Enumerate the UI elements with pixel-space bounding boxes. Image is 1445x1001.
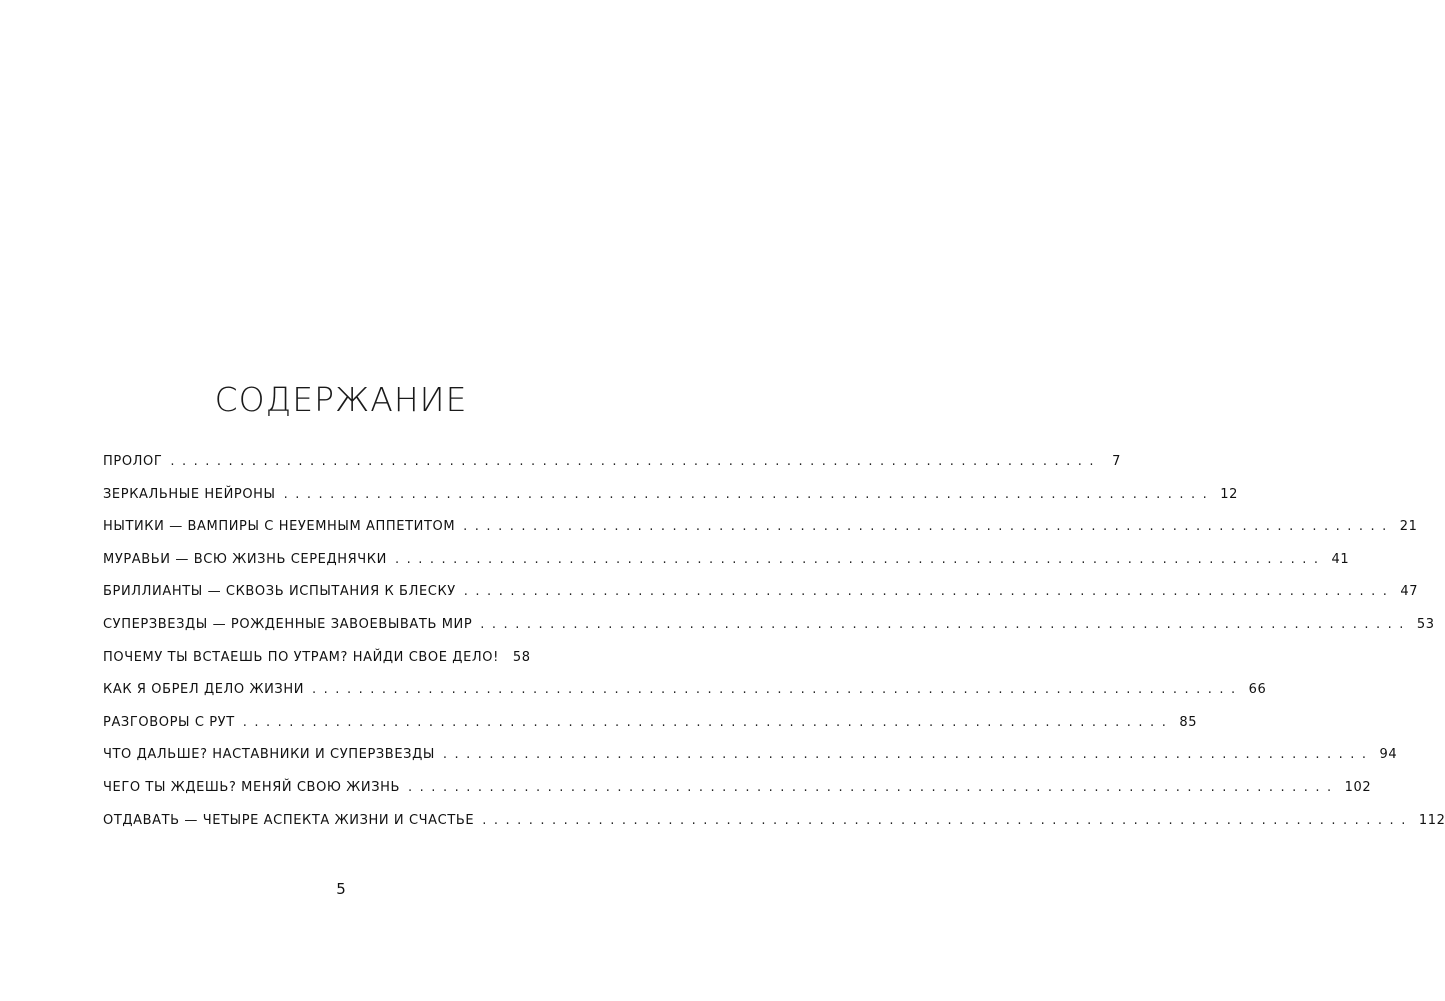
toc-entry-title: БРИЛЛИАНТЫ — СКВОЗЬ ИСПЫТАНИЯ К БЛЕСКУ: [103, 584, 456, 600]
toc-list: [103, 454, 1445, 845]
toc-entry-page: 112: [1418, 812, 1445, 828]
toc-entry-title: МУРАВЬИ — ВСЮ ЖИЗНЬ СЕРЕДНЯЧКИ: [103, 551, 387, 567]
toc-entry[interactable]: [103, 649, 531, 683]
toc-entry-page: 7: [1112, 454, 1121, 469]
toc-title: СОДЕРЖАНИЕ: [214, 380, 468, 419]
toc-entry-title: ЗЕРКАЛЬНЫЕ НЕЙРОНЫ: [103, 486, 276, 502]
toc-entry[interactable]: [103, 616, 1435, 650]
toc-entry-title: КАК Я ОБРЕЛ ДЕЛО ЖИЗНИ: [103, 682, 305, 698]
toc-entry-title: ОТДАВАТЬ — ЧЕТЫРЕ АСПЕКТА ЖИЗНИ И СЧАСТЬЕ: [103, 812, 475, 828]
toc-entry[interactable]: [103, 812, 1445, 846]
toc-entry-title: ПОЧЕМУ ТЫ ВСТАЕШЬ ПО УТРАМ? НАЙДИ СВОЕ ДЕЛО!: [103, 649, 499, 665]
toc-entry[interactable]: [103, 779, 1372, 813]
dot-leader: ................................................................................: [170, 454, 1101, 469]
dot-leader: ................................................................................: [480, 616, 1411, 632]
toc-entry-page: 58: [512, 649, 531, 665]
toc-entry[interactable]: [103, 714, 1198, 748]
dot-leader: ................................................................................: [463, 584, 1395, 600]
toc-entry[interactable]: [103, 584, 1419, 617]
toc-entry-title: НЫТИКИ — ВАМПИРЫ С НЕУЕМНЫМ АППЕТИТОМ: [103, 519, 456, 535]
toc-entry[interactable]: [103, 486, 1238, 520]
toc-entry-title: ЧЕГО ТЫ ЖДЕШЬ? МЕНЯЙ СВОЮ ЖИЗНЬ: [103, 779, 401, 795]
toc-entry-title: РАЗГОВОРЫ С РУТ: [103, 714, 235, 730]
toc-entry-page: 102: [1344, 779, 1372, 795]
toc-entry-page: 85: [1179, 714, 1198, 730]
dot-leader: ................................................................................: [463, 519, 1394, 535]
toc-entry-title: ЧТО ДАЛЬШЕ? НАСТАВНИКИ И СУПЕРЗВЕЗДЫ: [103, 747, 435, 763]
page-number: 5: [336, 880, 346, 898]
dot-leader: ................................................................................: [283, 486, 1215, 502]
toc-entry-page: 66: [1248, 682, 1267, 698]
toc-entry[interactable]: [103, 682, 1267, 715]
toc-entry[interactable]: [103, 519, 1418, 552]
dot-leader: ................................................................................: [312, 682, 1243, 698]
dot-leader: ................................................................................: [394, 551, 1326, 567]
dot-leader: ................................................................................: [408, 779, 1339, 795]
toc-entry-page: 21: [1399, 519, 1418, 535]
dot-leader: ................................................................................: [242, 714, 1174, 730]
toc-entry-page: 47: [1400, 584, 1419, 600]
dot-leader: ................................................................................: [442, 747, 1374, 763]
toc-entry-page: 94: [1379, 747, 1398, 763]
toc-entry-page: 53: [1416, 616, 1435, 632]
toc-entry-page: 41: [1331, 551, 1350, 567]
dot-leader: ................................................................................: [482, 812, 1413, 828]
toc-entry-title: ПРОЛОГ: [103, 454, 163, 469]
toc-entry[interactable]: [103, 551, 1350, 585]
toc-entry-page: 12: [1220, 486, 1238, 502]
toc-entry[interactable]: [103, 454, 1121, 487]
toc-entry[interactable]: [103, 747, 1398, 780]
toc-entry-title: СУПЕРЗВЕЗДЫ — РОЖДЕННЫЕ ЗАВОЕВЫВАТЬ МИР: [103, 616, 473, 632]
